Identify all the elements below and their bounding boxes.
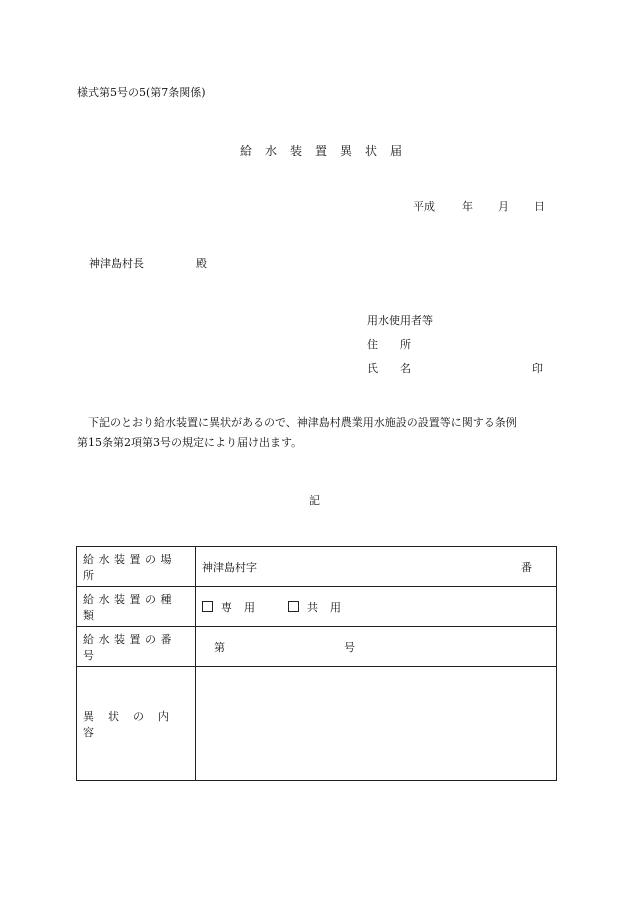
details-cell[interactable] [196,667,557,781]
date-era: 平成 [413,200,435,213]
number-suffix: 号 [344,641,355,654]
applicant-address-label: 住所 [367,338,433,351]
location-cell[interactable] [196,547,557,587]
type-cell [196,587,557,627]
checkbox-shared[interactable] [288,601,299,612]
row-label-details: 異状の内容 [77,667,196,781]
addressee-honorific: 殿 [196,257,207,270]
location-suffix: 番 [521,561,532,574]
table-row [77,667,557,781]
option-shared: 共用 [307,600,353,614]
row-label-location: 給水装置の場所 [77,547,196,587]
table-row [77,587,557,627]
row-label-type: 給水装置の種類 [77,587,196,627]
table-row [77,627,557,667]
date-month: 月 [498,200,509,213]
number-prefix: 第 [214,640,225,654]
ki-heading: 記 [309,494,320,507]
table-row [77,547,557,587]
checkbox-private[interactable] [202,601,213,612]
option-private: 専用 [221,600,267,614]
date-year: 年 [462,200,473,213]
applicant-name-label: 氏名 [367,362,433,375]
addressee-name: 神津島村長 [89,257,144,270]
row-label-number: 給水装置の番号 [77,627,196,667]
number-cell[interactable] [196,627,557,667]
form-number: 様式第5号の5(第7条関係) [77,86,206,99]
date-day: 日 [534,200,545,213]
document-title: 給水装置異状届 [240,144,416,158]
location-prefix: 神津島村字 [202,560,257,574]
body-line-2: 第15条第2項第3号の規定により届け出ます。 [77,436,303,449]
body-line-1: 下記のとおり給水装置に異状があるので、神津島村農業用水施設の設置等に関する条例 [88,416,517,429]
applicant-heading: 用水使用者等 [367,314,433,327]
notification-table [76,546,557,781]
body-paragraph [77,413,557,453]
seal-mark: 印 [532,362,543,375]
